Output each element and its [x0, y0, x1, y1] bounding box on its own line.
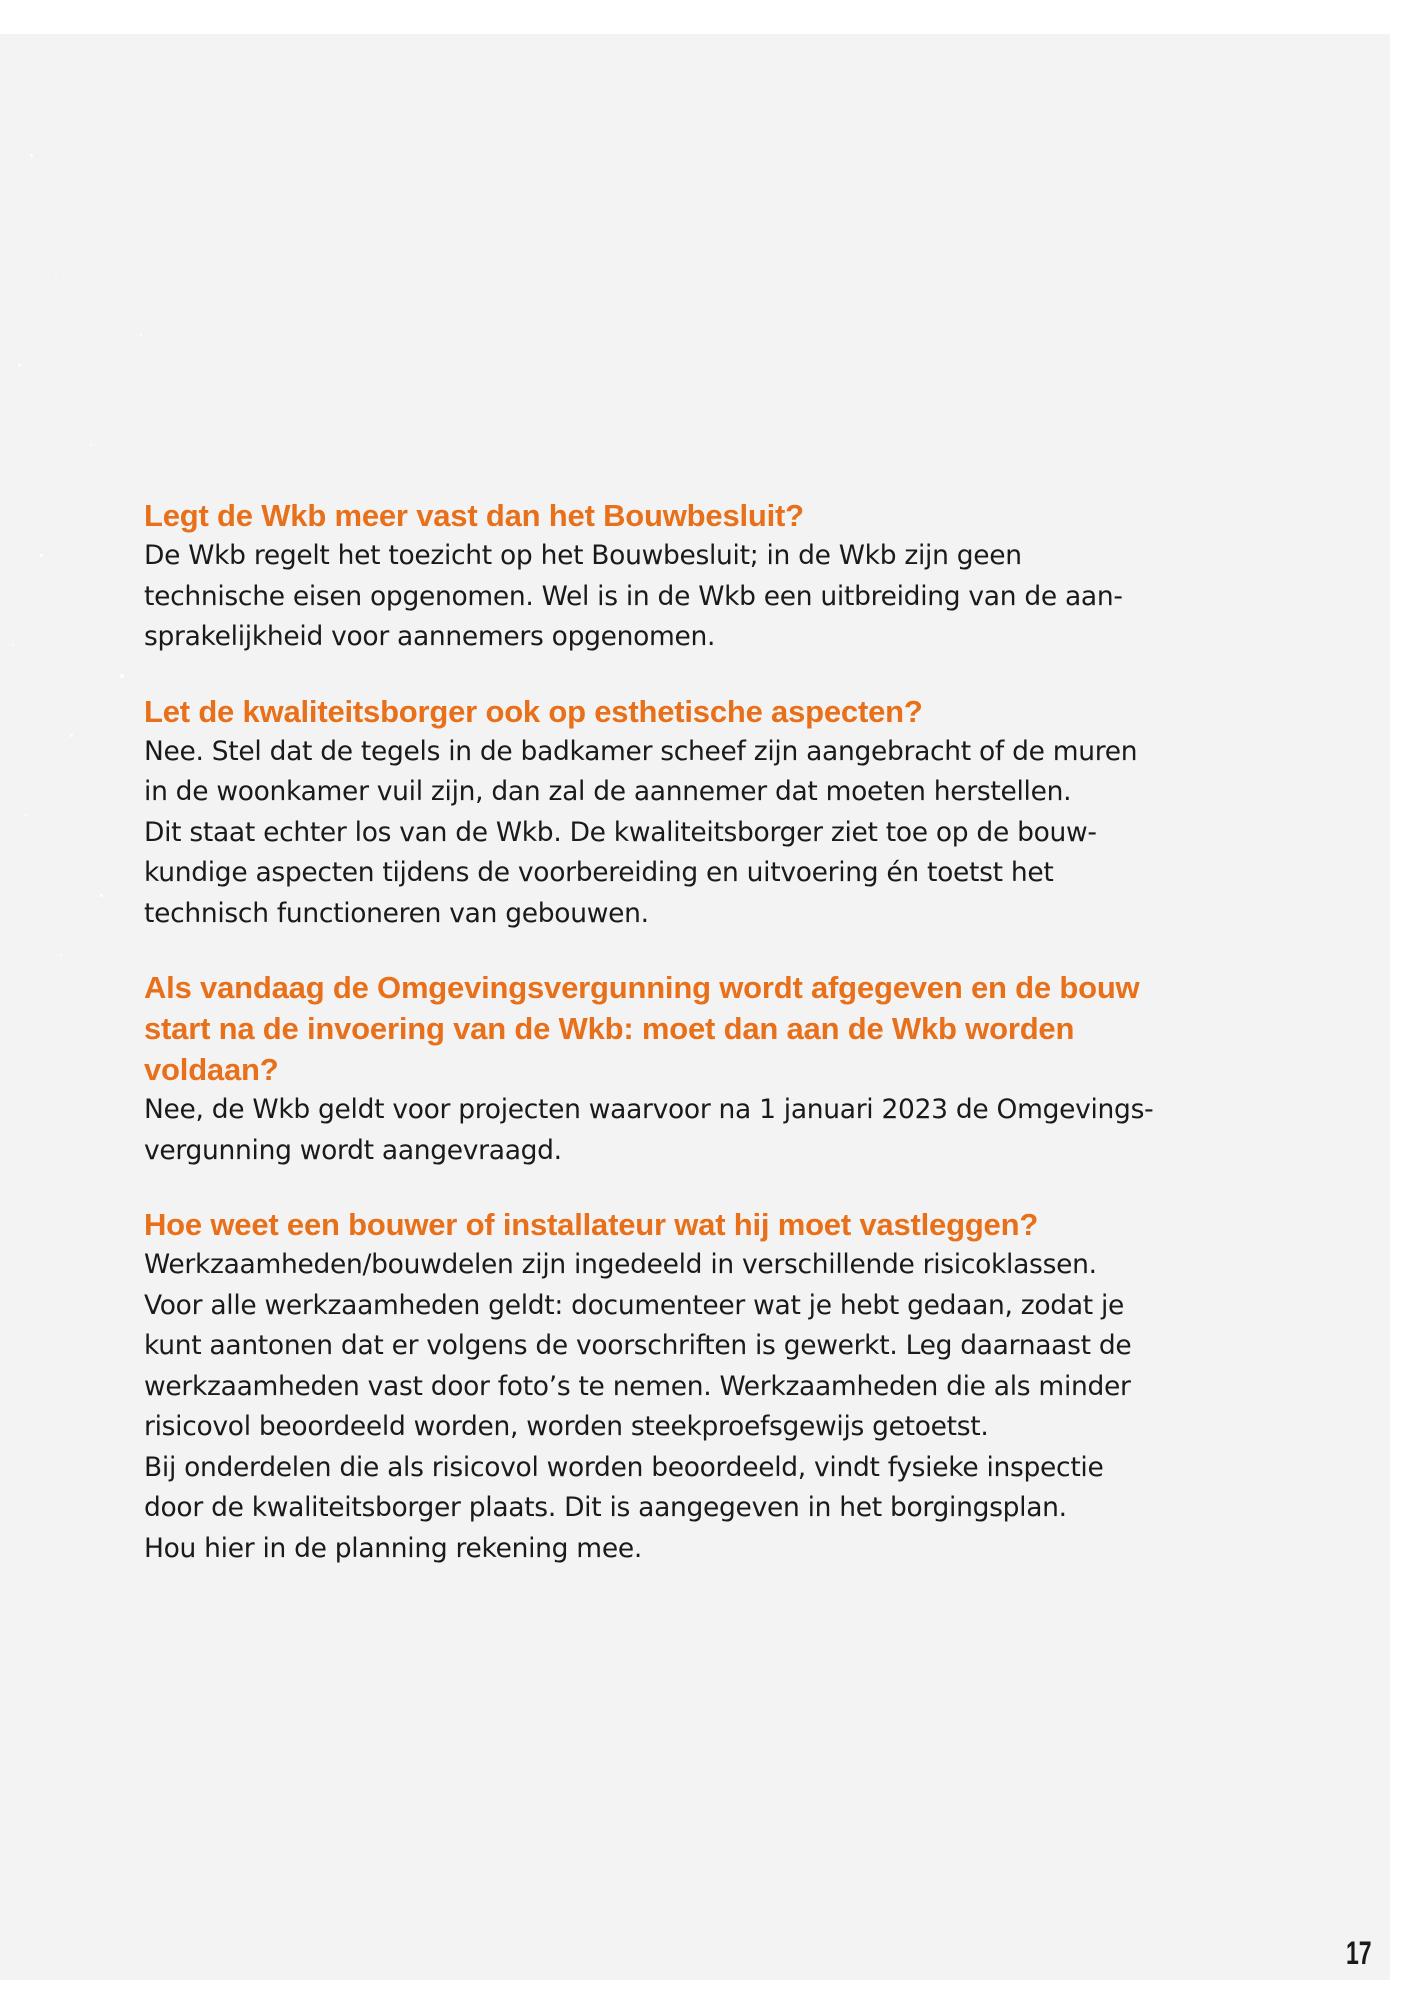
- background-speckle: [60, 954, 62, 956]
- faq-answer-line: risicovol beoordeeld worden, worden steekproefsgewijs getoetst.: [144, 1411, 989, 1442]
- faq-question: [144, 967, 1184, 1090]
- faq-question-line: start na de invoering van de Wkb: moet dan aan de Wkb worden: [144, 1011, 1075, 1046]
- faq-question: Let de kwaliteitsborger ook op esthetische aspecten?: [144, 693, 923, 729]
- background-speckle: [70, 734, 73, 737]
- background-speckle: [18, 364, 21, 367]
- faq-answer-line: in de woonkamer vuil zijn, dan zal de aannemer dat moeten herstellen.: [144, 776, 1072, 807]
- faq-question-line: Als vandaag de Omgevingsvergunning wordt afgegeven en de bouw: [144, 970, 1140, 1005]
- faq-item: [144, 495, 1184, 658]
- faq-item: [144, 1204, 1184, 1569]
- faq-answer-line: technische eisen opgenomen. Wel is in de Wkb een uitbreiding van de aan-: [144, 580, 1123, 612]
- background-speckle: [140, 334, 142, 336]
- background-speckle: [90, 444, 92, 446]
- faq-answer: [144, 1245, 1184, 1569]
- background-speckle: [40, 554, 43, 557]
- faq-item: [144, 967, 1184, 1171]
- faq-answer: [144, 732, 1184, 935]
- faq-question: Legt de Wkb meer vast dan het Bouwbesluit?: [144, 498, 804, 533]
- faq-answer-line: De Wkb regelt het toezicht op het Bouwbesluit; in de Wkb zijn geen: [144, 540, 1022, 571]
- faq-answer-line: Hou hier in de planning rekening mee.: [144, 1532, 642, 1564]
- faq-answer-line: Bij onderdelen die als risicovol worden beoordeeld, vindt fysieke inspectie: [144, 1451, 1104, 1483]
- faq-item: [144, 691, 1184, 935]
- faq-question: Hoe weet een bouwer of installateur wat hij moet vastleggen?: [144, 1207, 1039, 1242]
- faq-answer-line: Nee, de Wkb geldt voor projecten waarvoor na 1 januari 2023 de Omgevings-: [144, 1094, 1154, 1125]
- background-speckle: [30, 154, 33, 157]
- faq-question-line: voldaan?: [144, 1052, 279, 1087]
- background-speckle: [120, 674, 124, 678]
- page-number: 17: [1346, 1935, 1372, 1971]
- background-speckle: [12, 644, 14, 646]
- faq-list: [144, 495, 1184, 1602]
- faq-answer-line: Werkzaamheden/bouwdelen zijn ingedeeld in verschillende risicoklassen.: [144, 1249, 1097, 1280]
- faq-answer-line: door de kwaliteitsborger plaats. Dit is aangegeven in het borgingsplan.: [144, 1492, 1067, 1523]
- faq-answer-line: technisch functioneren van gebouwen.: [144, 897, 649, 929]
- faq-answer-line: werkzaamheden vast door foto’s te nemen. Werkzaamheden die als minder: [144, 1370, 1131, 1402]
- faq-answer-line: kunt aantonen dat er volgens de voorschriften is gewerkt. Leg daarnaast de: [144, 1330, 1132, 1361]
- background-speckle: [100, 894, 103, 897]
- faq-answer-line: Dit staat echter los van de Wkb. De kwaliteitsborger ziet toe op de bouw-: [144, 816, 1097, 848]
- faq-answer-line: Nee. Stel dat de tegels in de badkamer scheef zijn aangebracht of de muren: [144, 735, 1138, 767]
- faq-answer: [144, 536, 1184, 658]
- faq-answer-line: Voor alle werkzaamheden geldt: documenteer wat je hebt gedaan, zodat je: [144, 1289, 1125, 1321]
- faq-answer: [144, 1090, 1184, 1171]
- background-speckle: [55, 274, 57, 276]
- faq-answer-line: kundige aspecten tijdens de voorbereiding en uitvoering én toetst het: [144, 857, 1054, 888]
- faq-answer-line: vergunning wordt aangevraagd.: [144, 1134, 562, 1166]
- background-speckle: [25, 814, 27, 816]
- faq-answer-line: sprakelijkheid voor aannemers opgenomen.: [144, 621, 716, 652]
